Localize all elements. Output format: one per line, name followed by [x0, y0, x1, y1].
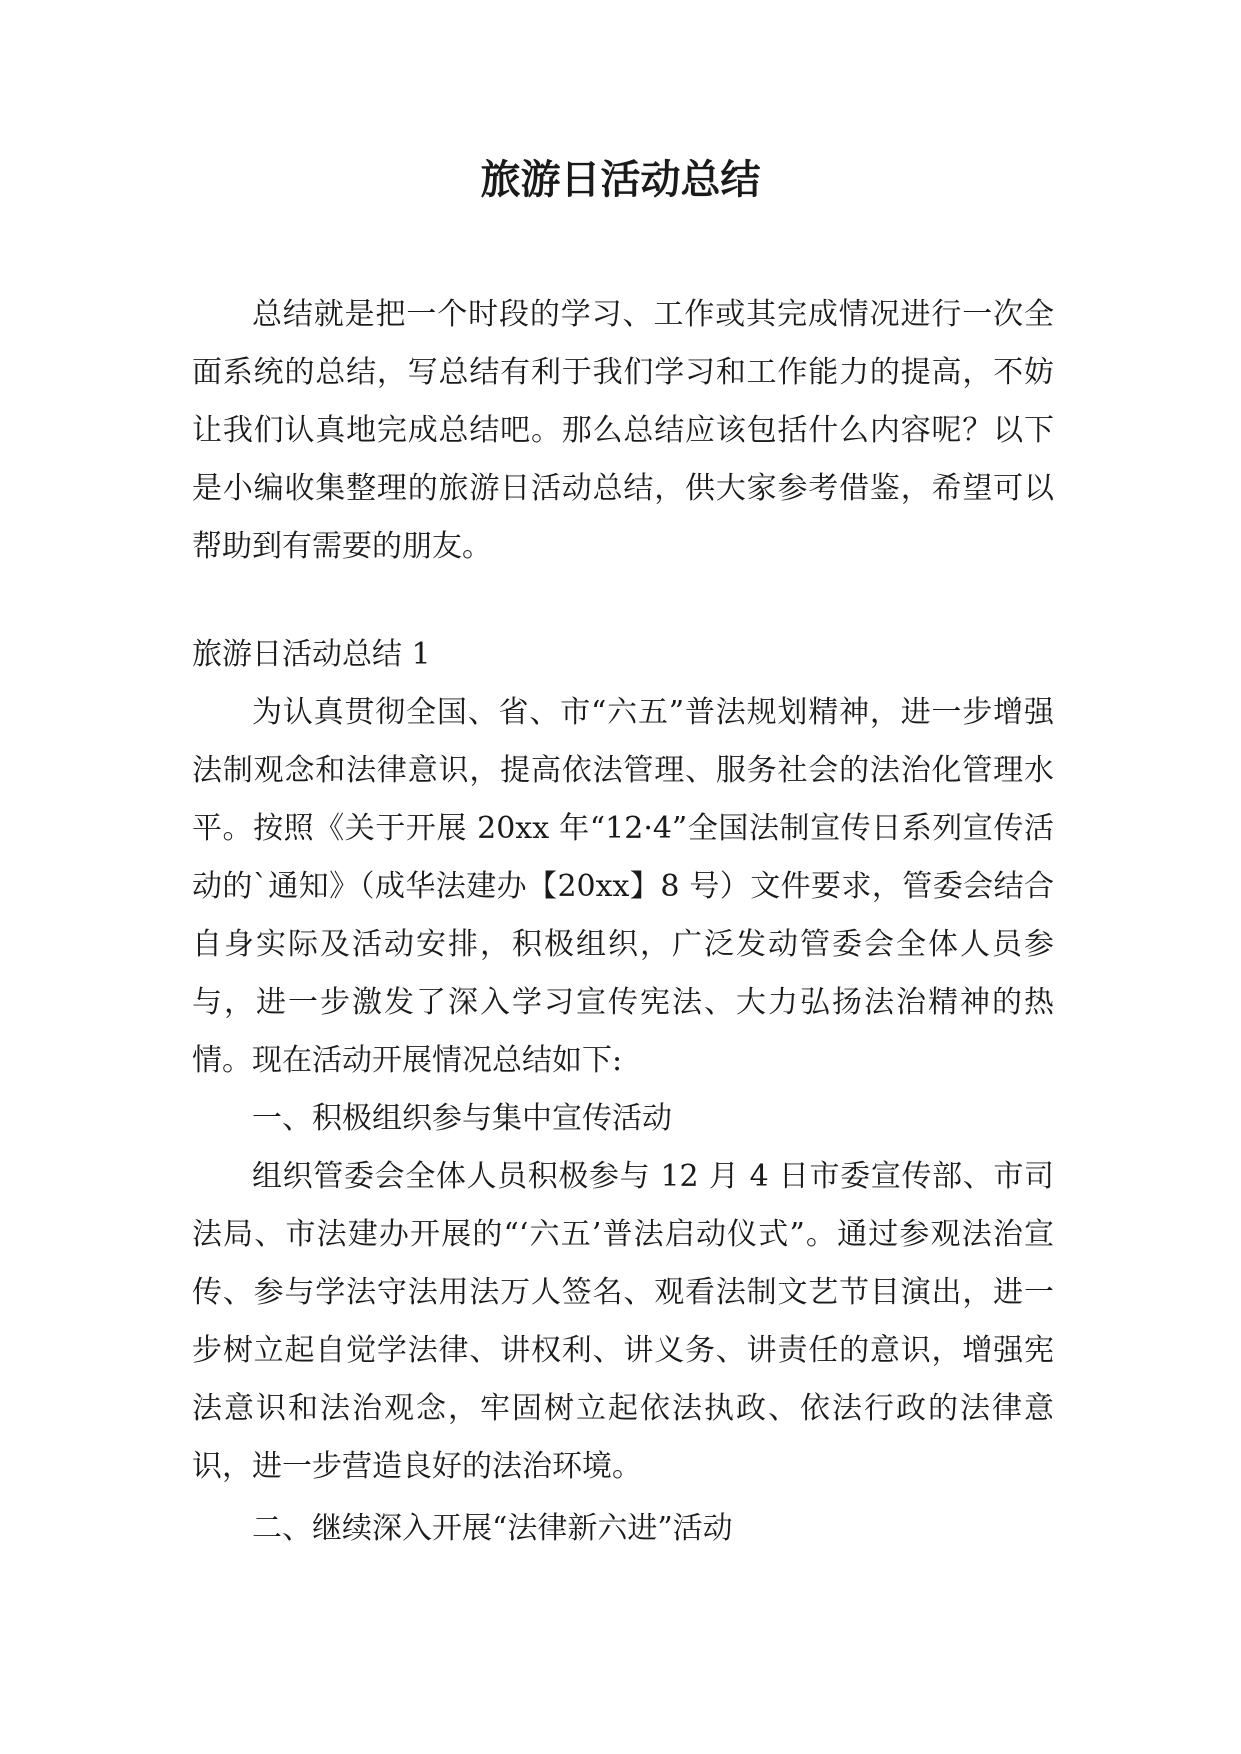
- section-paragraph-1: 为认真贯彻全国、省、市“六五”普法规划精神，进一步增强法制观念和法律意识，提高依法管理、服务社会的法治化管理水平。按照《关于开展 20xx 年“12·4”全国法制宣传日系列宣传活动的`通知》（成华法建办【20xx】8 号）文件要求，管委会结合自身实际及活动安排，积极组织，广泛发动管委会全体人员参与，进一步激发了深入学习宣传宪法、大力弘扬法治精神的热情。现在活动开展情况总结如下:: [192, 695, 1054, 1078]
- intro-paragraph: 总结就是把一个时段的学习、工作或其完成情况进行一次全面系统的总结，写总结有利于我们学习和工作能力的提高，不妨让我们认真地完成总结吧。那么总结应该包括什么内容呢？以下是小编收集整理的旅游日活动总结，供大家参考借鉴，希望可以帮助到有需要的朋友。: [192, 297, 1054, 564]
- document-title: 旅游日活动总结: [480, 156, 761, 203]
- document-body: [192, 286, 1054, 1558]
- section-paragraph-2: 组织管委会全体人员积极参与 12 月 4 日市委宣传部、市司法局、市法建办开展的“‘六五’普法启动仪式”。通过参观法治宣传、参与学法守法用法万人签名、观看法制文艺节目演出，进一步树立起自觉学法律、讲权利、讲义务、讲责任的意识，增强宪法意识和法治观念，牢固树立起依法执政、依法行政的法律意识，进一步营造良好的法治环境。: [192, 1159, 1054, 1484]
- section-heading: 旅游日活动总结 1: [192, 637, 431, 672]
- subheading-1: 一、积极组织参与集中宣传活动: [252, 1101, 672, 1136]
- subheading-2: 二、继续深入开展“法律新六进”活动: [252, 1511, 733, 1546]
- spacer: [192, 576, 1054, 626]
